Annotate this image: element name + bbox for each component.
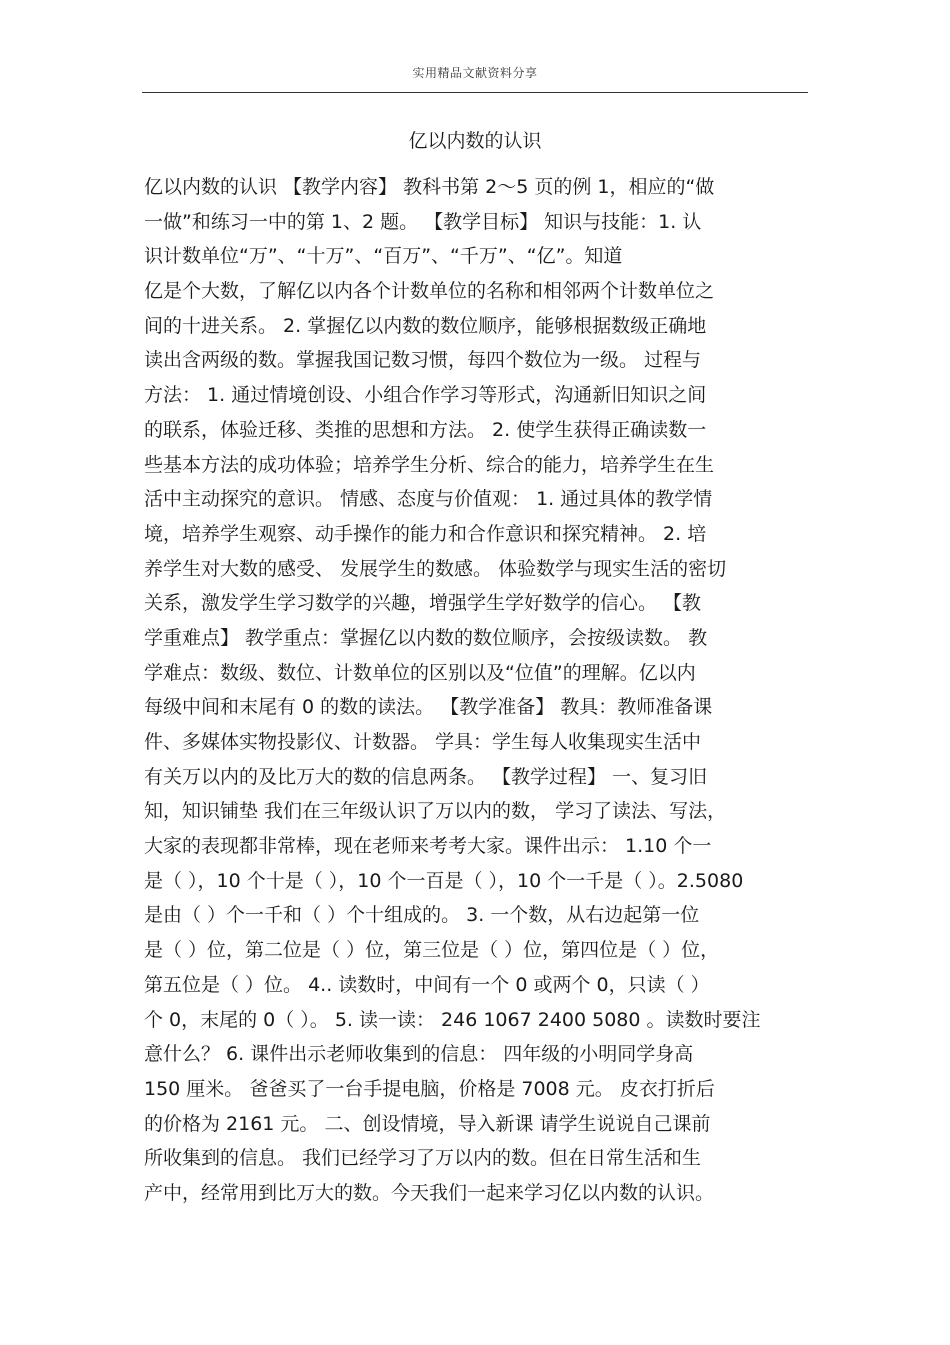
body-line: 一做”和练习一中的第 1、2 题。 【教学目标】 知识与技能：1. 认	[144, 210, 702, 233]
body-line: 读出含两级的数。掌握我国记数习惯，每四个数位为一级。 过程与	[144, 349, 702, 372]
body-line: 个 0，末尾的 0（ ）。 5. 读一读： 246 1067 2400 5080 。读数时要注	[144, 1008, 761, 1031]
document-title: 亿以内数的认识	[408, 130, 542, 152]
body-line: 是（ ）位，第二位是（ ）位，第三位是（ ）位，第四位是（ ）位，	[144, 939, 720, 962]
body-line: 方法： 1. 通过情境创设、小组合作学习等形式，沟通新旧知识之间	[144, 384, 707, 407]
body-line: 知，知识铺垫 我们在三年级认识了万以内的数， 学习了读法、写法，	[144, 800, 727, 823]
page-header	[142, 62, 808, 93]
body-line: 养学生对大数的感受、 发展学生的数感。 体验数学与现实生活的密切	[144, 557, 727, 580]
body-line: 学难点：数级、数位、计数单位的区别以及“位值”的理解。亿以内	[144, 661, 696, 684]
body-line: 的联系，体验迁移、类推的思想和方法。 2. 使学生获得正确读数一	[144, 418, 707, 441]
body-line: 每级中间和末尾有 0 的数的读法。 【教学准备】 教具：教师准备课	[144, 696, 713, 719]
body-line: 关系，激发学生学习数学的兴趣，增强学生学好数学的信心。 【教	[144, 592, 702, 615]
body-line: 境，培养学生观察、动手操作的能力和合作意识和探究精神。 2. 培	[144, 522, 707, 545]
body-line: 亿以内数的认识 【教学内容】 教科书第 2～5 页的例 1，相应的“做	[144, 176, 715, 198]
body-line: 是（ ），10 个十是（ ），10 个一百是（ ），10 个一千是（ ）。2.5080	[144, 869, 744, 892]
document-body	[144, 170, 808, 1211]
body-line: 的价格为 2161 元。 二、创设情境，导入新课 请学生说说自己课前	[144, 1112, 711, 1135]
body-line: 所收集到的信息。 我们已经学习了万以内的数。但在日常生活和生	[144, 1147, 702, 1170]
body-line: 有关万以内的及比万大的数的信息两条。 【教学过程】 一、复习旧	[144, 765, 708, 788]
body-line: 活中主动探究的意识。 情感、态度与价值观： 1. 通过具体的教学情	[144, 488, 713, 511]
body-line: 产中，经常用到比万大的数。今天我们一起来学习亿以内数的认识。	[144, 1181, 715, 1204]
body-line: 件、多媒体实物投影仪、计数器。 学具：学生每人收集现实生活中	[144, 731, 702, 753]
body-line: 识计数单位“万”、“十万”、“百万”、“千万”、“亿”。知道	[144, 245, 623, 268]
body-line: 150 厘米。 爸爸买了一台手提电脑，价格是 7008 元。 皮衣打折后	[144, 1077, 715, 1100]
body-line: 间的十进关系。 2. 掌握亿以内数的数位顺序，能够根据数级正确地	[144, 314, 707, 337]
body-line: 些基本方法的成功体验；培养学生分析、综合的能力，培养学生在生	[144, 453, 715, 476]
header-text: 实用精品文献资料分享	[412, 66, 538, 80]
body-line: 大家的表现都非常棒，现在老师来考考大家。课件出示： 1.10 个一	[144, 835, 712, 858]
body-line: 第五位是（ ）位。 4.. 读数时，中间有一个 0 或两个 0，只读（ ）	[144, 973, 710, 996]
body-line: 亿是个大数，了解亿以内各个计数单位的名称和相邻两个计数单位之	[144, 280, 715, 303]
body-line: 学重难点】 教学重点：掌握亿以内数的数位顺序，会按级读数。 教	[144, 626, 708, 649]
body-line: 意什么？ 6. 课件出示老师收集到的信息： 四年级的小明同学身高	[144, 1043, 694, 1066]
body-line: 是由（ ）个一千和（ ）个十组成的。 3. 一个数，从右边起第一位	[144, 904, 700, 927]
